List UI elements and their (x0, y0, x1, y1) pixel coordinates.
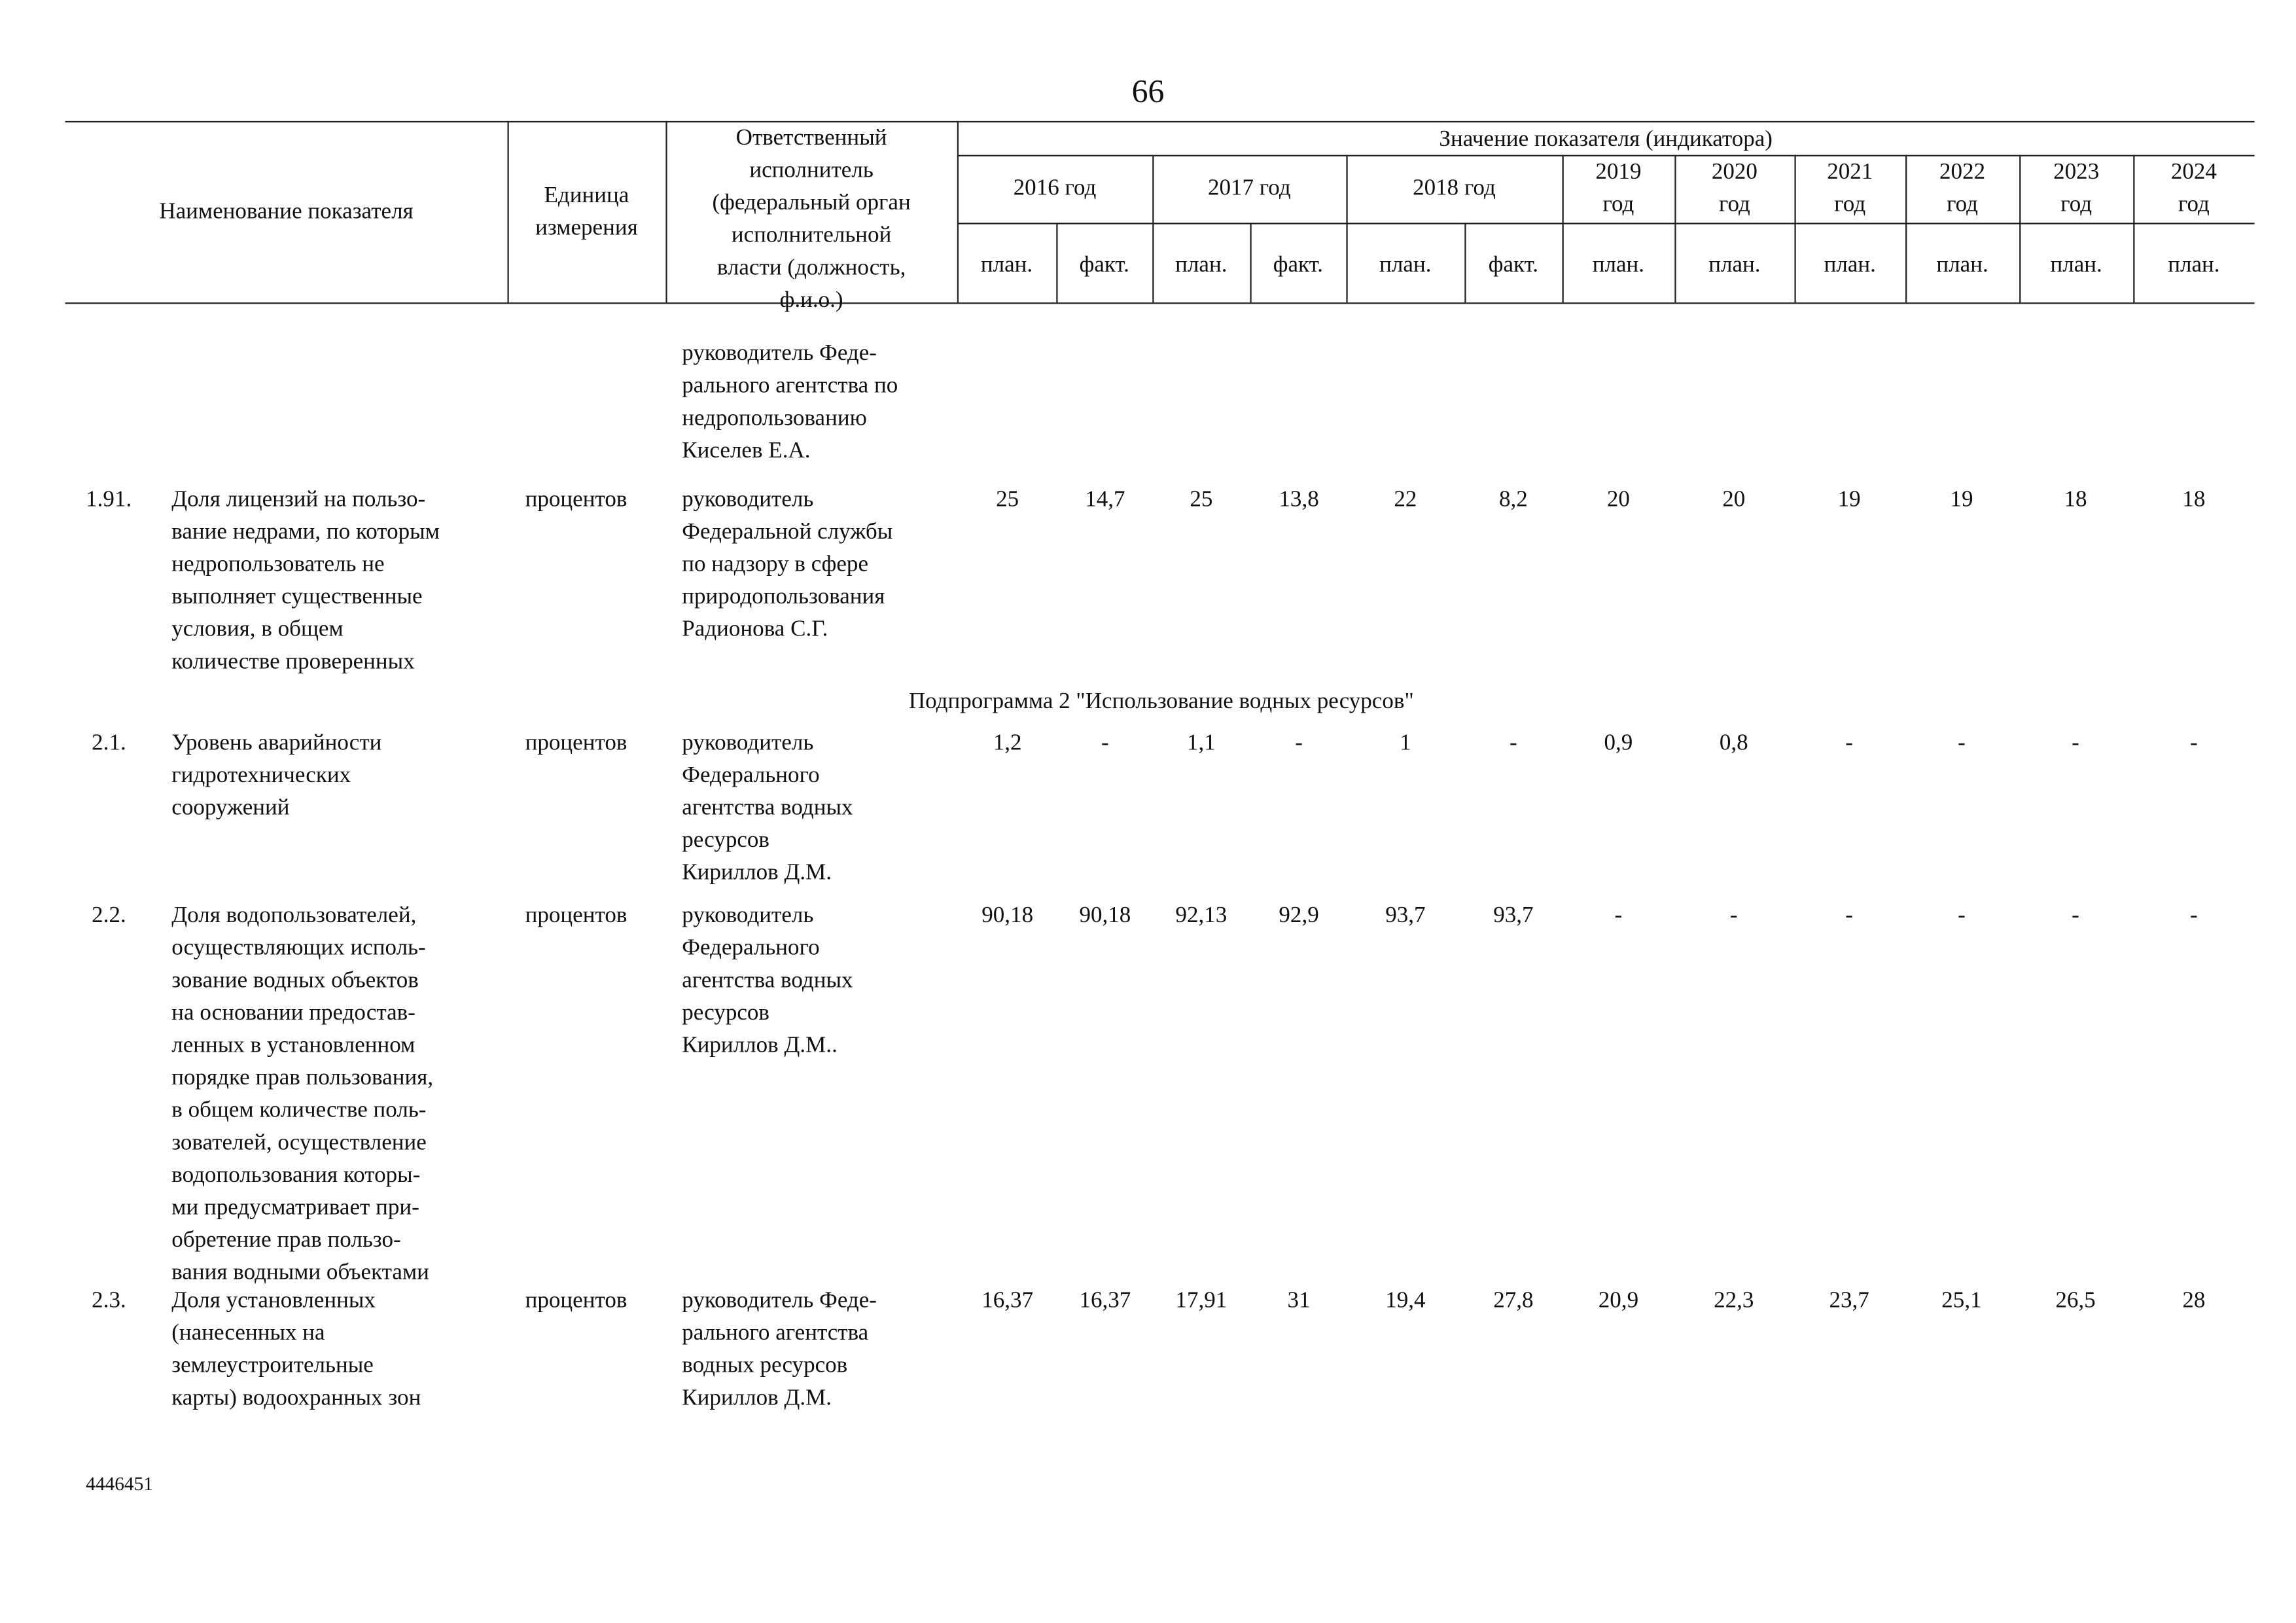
value-cell: - (2190, 730, 2198, 756)
header-year: 2021 год (1827, 159, 1873, 217)
value-cell: - (1958, 730, 1966, 756)
header-sub: план. (1824, 252, 1876, 277)
value-cell: 23,7 (1829, 1288, 1869, 1313)
header-sub: план. (2168, 252, 2220, 277)
value-cell: 19,4 (1385, 1288, 1426, 1313)
header-unit: Единица измерения (535, 183, 638, 241)
value-cell: - (1295, 730, 1303, 756)
header-sub: факт. (1273, 252, 1324, 277)
row-name: Доля установленных (нанесенных на землеустроительные карты) водоохранных зон (171, 1288, 421, 1411)
header-sub: план. (1592, 252, 1645, 277)
value-cell: 22,3 (1714, 1288, 1754, 1313)
value-cell: 93,7 (1385, 902, 1426, 929)
header-year: 2023 год (2053, 159, 2100, 217)
value-cell: 25 (996, 486, 1019, 512)
header-sub: факт. (1079, 252, 1129, 277)
header-sub: план. (1936, 252, 1988, 277)
value-cell: 20 (1606, 486, 1630, 512)
value-cell: 0,8 (1719, 730, 1748, 756)
continuation-executor: руководитель Феде- рального агентства по недропользованию Киселев Е.А. (682, 340, 898, 463)
header-year: 2024 год (2170, 159, 2217, 217)
header-year: 2022 год (1939, 159, 1986, 217)
row-name: Доля водопользователей, осуществляющих исполь- зование водных объектов на основании предостав- ленных в установленном порядке прав пользования, в общем количестве поль- зователей, осуществление водопользования которы- ми предусматривает при- обретение прав пользо- вания водными объектами (171, 902, 434, 1285)
value-cell: 93,7 (1493, 902, 1534, 929)
row-name: Уровень аварийности гидротехнических сооружений (171, 730, 382, 821)
header-year: 2016 год (1013, 175, 1097, 201)
value-cell: 90,18 (981, 902, 1034, 929)
value-cell: 31 (1287, 1288, 1311, 1313)
value-cell: 20,9 (1598, 1288, 1639, 1313)
row-executor: руководитель Феде- рального агентства водных ресурсов Кириллов Д.М. (682, 1288, 877, 1411)
row-executor: руководитель Федеральной службы по надзору в сфере природопользования Радионова С.Г. (682, 486, 893, 642)
header-year: 2019 год (1595, 159, 1642, 217)
row-unit: процентов (525, 730, 627, 756)
header-sub: план. (1708, 252, 1761, 277)
value-cell: 18 (2064, 486, 2087, 512)
header-sub: план. (1379, 252, 1432, 277)
subheader-top-rule (957, 223, 2255, 224)
value-cell: 14,7 (1085, 486, 1125, 512)
header-year: 2017 год (1207, 175, 1291, 201)
header-value: Значение показателя (индикатора) (1439, 126, 1773, 152)
value-cell: - (1510, 730, 1517, 756)
value-cell: 16,37 (981, 1288, 1034, 1313)
header-year: 2020 год (1711, 159, 1757, 217)
value-cell: 13,8 (1279, 486, 1319, 512)
header-sub: план. (1175, 252, 1227, 277)
row-unit: процентов (525, 902, 627, 929)
value-cell: - (1729, 902, 1738, 929)
value-cell: 19 (1837, 486, 1861, 512)
page-number: 66 (1131, 72, 1165, 109)
value-cell: 19 (1950, 486, 1973, 512)
value-cell: - (2072, 902, 2079, 929)
value-cell: 18 (2182, 486, 2206, 512)
header-sub: факт. (1488, 252, 1539, 277)
value-cell: 92,9 (1279, 902, 1319, 929)
value-cell: 16,37 (1079, 1288, 1131, 1313)
value-cell: 90,18 (1079, 902, 1131, 929)
row-executor: руководитель Федерального агентства водных ресурсов Кириллов Д.М. (682, 730, 853, 885)
header-sub: план. (980, 252, 1033, 277)
row-unit: процентов (525, 1288, 627, 1313)
header-top-rule (65, 121, 2254, 122)
row-number: 2.2. (92, 902, 126, 929)
value-cell: 26,5 (2055, 1288, 2096, 1313)
row-unit: процентов (525, 486, 627, 512)
value-cell: 27,8 (1493, 1288, 1534, 1313)
value-cell: - (1845, 730, 1853, 756)
value-cell: 28 (2182, 1288, 2206, 1313)
value-cell: 25,1 (1941, 1288, 1982, 1313)
value-cell: 20 (1722, 486, 1746, 512)
value-cell: 92,13 (1175, 902, 1227, 929)
header-name: Наименование показателя (159, 199, 414, 224)
value-cell: 1,1 (1186, 730, 1216, 756)
footer-code: 4446451 (86, 1472, 154, 1495)
row-name: Доля лицензий на пользо- вание недрами, по которым недропользователь не выполняет существенные условия, в общем количестве проверенных (171, 486, 440, 675)
value-cell: - (1101, 730, 1109, 756)
value-cell: 17,91 (1175, 1288, 1227, 1313)
header-sub: план. (2050, 252, 2102, 277)
value-cell: - (1845, 902, 1853, 929)
value-cell: 25 (1190, 486, 1213, 512)
value-cell: - (2190, 902, 2198, 929)
value-cell: - (1958, 902, 1966, 929)
value-cell: 1,2 (993, 730, 1022, 756)
value-cell: 1 (1400, 730, 1411, 756)
header-bottom-rule (65, 302, 2254, 304)
value-cell: 0,9 (1604, 730, 1633, 756)
subprogram-title: Подпрограмма 2 "Использование водных ресурсов" (908, 688, 1414, 715)
header-executor: Ответственный исполнитель (федеральный орган исполнительной власти (должность, ф.и.о.) (712, 125, 911, 313)
value-cell: 22 (1394, 486, 1417, 512)
value-cell: 8,2 (1498, 486, 1528, 512)
row-number: 2.3. (92, 1288, 126, 1313)
value-cell: - (1614, 902, 1623, 929)
row-number: 2.1. (92, 730, 126, 756)
value-cell: - (2072, 730, 2079, 756)
header-year: 2018 год (1413, 175, 1496, 201)
row-number: 1.91. (86, 486, 132, 512)
row-executor: руководитель Федерального агентства водных ресурсов Кириллов Д.М.. (682, 902, 853, 1058)
